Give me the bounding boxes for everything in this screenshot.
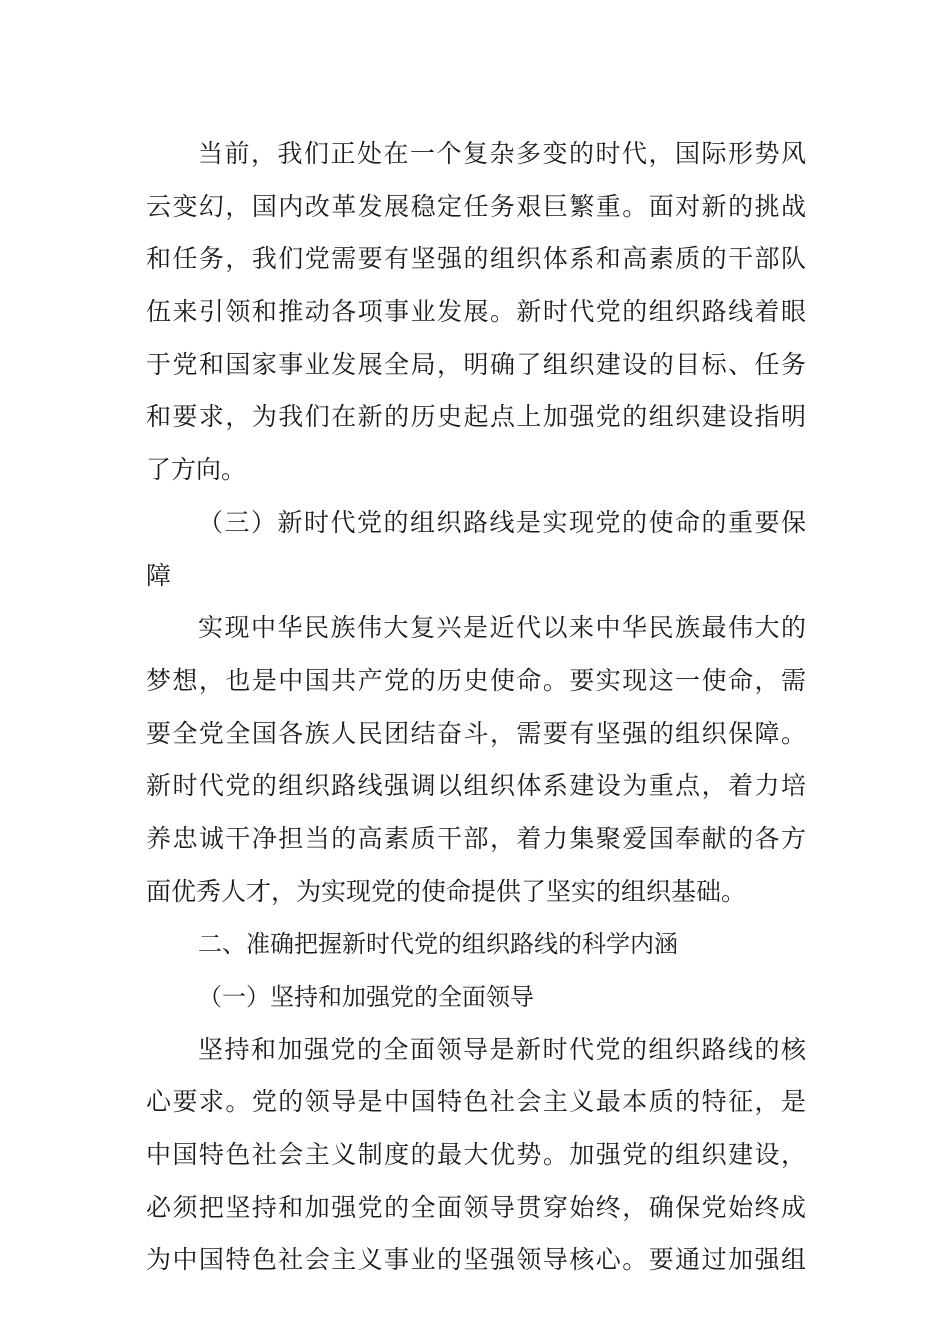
document-body: [146, 128, 806, 1287]
paragraph-line: 云变幻，国内改革发展稳定任务艰巨繁重。面对新的挑战: [146, 191, 806, 221]
paragraph-line: 坚持和加强党的全面领导是新时代党的组织路线的核: [198, 1034, 806, 1064]
paragraph-line: 伍来引领和推动各项事业发展。新时代党的组织路线着眼: [146, 297, 806, 327]
paragraph-line: 新时代党的组织路线强调以组织体系建设为重点，着力培: [146, 771, 806, 801]
paragraph-line: 当前，我们正处在一个复杂多变的时代，国际形势风: [198, 139, 806, 168]
heading-line: （三）新时代党的组织路线是实现党的使命的重要保: [198, 507, 806, 537]
heading-line: 障: [146, 560, 172, 590]
paragraph-line: 于党和国家事业发展全局，明确了组织建设的目标、任务: [146, 349, 806, 379]
paragraph-line: 面优秀人才，为实现党的使命提供了坚实的组织基础。: [146, 876, 747, 906]
paragraph-line: 和任务，我们党需要有坚强的组织体系和高素质的干部队: [146, 244, 806, 274]
paragraph: [146, 128, 806, 497]
subsection-title: （一）坚持和加强党的全面领导: [198, 983, 534, 1011]
subsection-heading: [146, 497, 806, 602]
paragraph-line: 养忠诚干净担当的高素质干部，着力集聚爱国奉献的各方: [146, 823, 806, 853]
paragraph-line: 了方向。: [146, 455, 247, 485]
paragraph-line: 梦想，也是中国共产党的历史使命。要实现这一使命，需: [146, 665, 806, 695]
section-title: 二、准确把握新时代党的组织路线的科学内涵: [198, 930, 678, 959]
paragraph-line: 中国特色社会主义制度的最大优势。加强党的组织建设，: [146, 1140, 806, 1170]
paragraph-line: 实现中华民族伟大复兴是近代以来中华民族最伟大的: [198, 613, 806, 643]
paragraph-line: 要全党全国各族人民团结奋斗，需要有坚强的组织保障。: [146, 718, 806, 748]
paragraph-line: 和要求，为我们在新的历史起点上加强党的组织建设指明: [146, 402, 806, 432]
paragraph-line: 必须把坚持和加强党的全面领导贯穿始终，确保党始终成: [146, 1192, 806, 1222]
paragraph: [146, 1024, 806, 1287]
paragraph-line: 为中国特色社会主义事业的坚强领导核心。要通过加强组: [146, 1245, 806, 1275]
paragraph: [146, 602, 806, 918]
paragraph-line: 心要求。党的领导是中国特色社会主义最本质的特征，是: [146, 1087, 806, 1117]
